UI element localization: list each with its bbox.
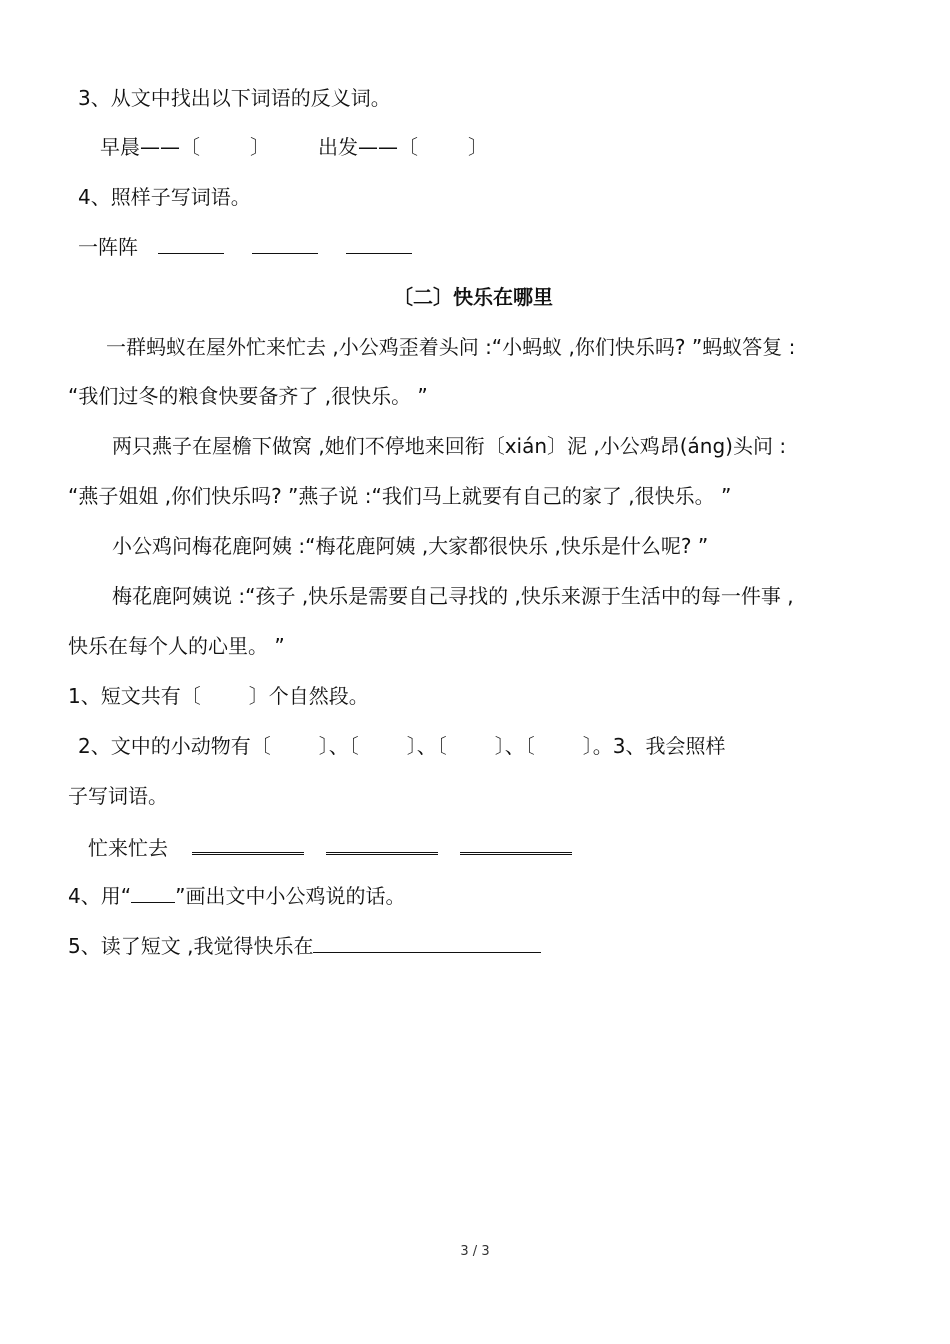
example-row-1 [78, 233, 412, 261]
question-1-text-a: 1、短文共有〔 [68, 684, 201, 708]
antonym-word-2: 出发——〔 [318, 135, 418, 159]
passage-p3: 小公鸡问梅花鹿阿姨 :“梅花鹿阿姨 ,大家都很快乐 ,快乐是什么呢? ” [112, 534, 709, 558]
question-2-line2: 子写词语。 [68, 784, 168, 808]
question-3-title: 3、从文中找出以下词语的反义词。 [78, 86, 391, 110]
question-2 [78, 732, 725, 760]
answer-blank[interactable] [131, 882, 175, 903]
question-4-text-a: 4、用“ [68, 884, 132, 908]
passage-p1-line1: 一群蚂蚁在屋外忙来忙去 ,小公鸡歪着头问 :“小蚂蚁 ,你们快乐吗? ”蚂蚁答复 : [106, 335, 796, 359]
answer-blank[interactable] [346, 233, 412, 254]
antonym-row [100, 133, 488, 161]
question-5 [68, 932, 541, 960]
section-title: 〔二〕快乐在哪里 [393, 285, 553, 309]
passage-p1-line2: “我们过冬的粮食快要备齐了 ,很快乐。 ” [68, 384, 428, 408]
antonym-close-2: 〕 [468, 135, 488, 159]
antonym-word-1: 早晨——〔 [100, 135, 200, 159]
answer-blank[interactable] [158, 233, 224, 254]
question-4-title: 4、照样子写词语。 [78, 185, 251, 209]
passage-p2-line1: 两只燕子在屋檐下做窝 ,她们不停地来回衔〔xián〕泥 ,小公鸡昂(áng)头问 : [112, 434, 787, 458]
question-2-text-c: 〕、〔 [406, 734, 447, 758]
question-5-text: 5、读了短文 ,我觉得快乐在 [68, 934, 314, 958]
example-row-2 [88, 832, 572, 862]
passage-p4-line1: 梅花鹿阿姨说 :“孩子 ,快乐是需要自己寻找的 ,快乐来源于生活中的每一件事 , [112, 584, 794, 608]
question-2-text-d: 〕、〔 [494, 734, 535, 758]
example-word-2: 忙来忙去 [88, 836, 168, 860]
page-number: 3 / 3 [460, 1244, 490, 1259]
answer-blank[interactable] [192, 832, 304, 855]
question-2-text-a: 2、文中的小动物有〔 [78, 734, 271, 758]
question-1 [68, 682, 369, 710]
passage-p4-line2: 快乐在每个人的心里。 ” [68, 634, 285, 658]
answer-blank[interactable] [326, 832, 438, 855]
passage-p2-line2: “燕子姐姐 ,你们快乐吗? ”燕子说 :“我们马上就要有自己的家了 ,很快乐。 ” [68, 484, 732, 508]
example-word-1: 一阵阵 [78, 235, 138, 259]
question-2-text-b: 〕、〔 [318, 734, 359, 758]
antonym-close-1: 〕 [250, 135, 270, 159]
answer-blank[interactable] [460, 832, 572, 855]
question-2-text-e: 〕。3、我会照样 [582, 734, 726, 758]
answer-blank[interactable] [313, 932, 541, 953]
question-4 [68, 882, 405, 910]
question-4-text-b: ”画出文中小公鸡说的话。 [175, 884, 406, 908]
answer-blank[interactable] [252, 233, 318, 254]
question-1-text-b: 〕个自然段。 [248, 684, 369, 708]
